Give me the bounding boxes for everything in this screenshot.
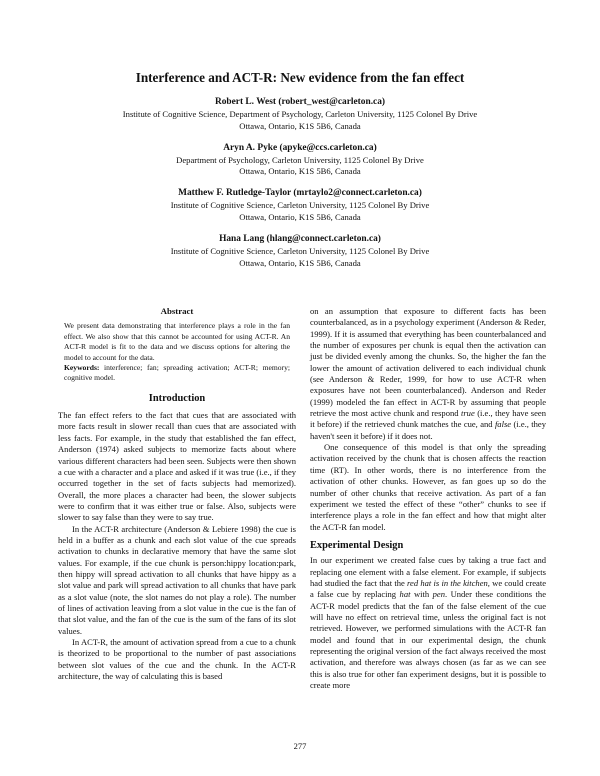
right-column bbox=[310, 306, 546, 691]
abstract-text: We present data demonstrating that interference plays a role in the fan effect. We also show that this cannot be accounted for using ACT-R. An ACT-R model is fit to the data and we discuss options for altering the model to account for the data. bbox=[64, 321, 290, 362]
author-entry bbox=[60, 233, 540, 269]
abstract-heading: Abstract bbox=[160, 306, 194, 316]
intro-paragraph-1: The fan effect refers to the fact that cues that are associated with more facts result in slower recall than cues that are associated with less facts. For example, in the study that established the fan effect, Anderson (1974) asked subjects to memorize facts about where various different characters had been seen. Subjects were then shown a cue with a character and a place and asked if it was true (i.e., if they occurred together in the set of facts subjects had memorized). Overall, the more places a character had been, the slower subjects were to confirm that it was either true or false. Also, subjects were slower to say false than they were to say true. bbox=[58, 410, 297, 523]
author-name: Matthew F. Rutledge-Taylor (mrtaylo2@connect.carleton.ca) bbox=[178, 188, 422, 199]
intro-paragraph-3: In ACT-R, the amount of activation spread from a cue to a chunk is theorized to be proportional to the number of past associations between slot values of the cue and the chunk. In the ACT-R architecture, the way of calculating this is based bbox=[58, 637, 296, 682]
author-address: Ottawa, Ontario, K1S 5B6, Canada bbox=[239, 211, 361, 222]
emphasis-false: false bbox=[494, 419, 512, 430]
text-run: , we could create a false cue by replacing bbox=[310, 577, 546, 600]
emphasis: red hat is in the kitchen bbox=[407, 577, 488, 588]
author-name: Aryn A. Pyke (apyke@ccs.carleton.ca) bbox=[223, 142, 377, 153]
text-run: with bbox=[410, 589, 433, 600]
intro-paragraph-4 bbox=[310, 306, 546, 442]
design-paragraph bbox=[310, 555, 546, 691]
text-run: on an assumption that exposure to different facts has been counterbalanced, as in a psychology experiment (Anderson & Reder, 1999). If it is assumed that everything has been counterbalanced and the number of exposures per chunk is equal then the activation can just be divided evenly among the chunks. So, the higher the fan the lower the amount of activation delivered to each individual chunk (see Anderson & Reder, 1999, for how to use ACT-R when exposures have not been counterbalanced). Anderson and Reder (1999) modeled the fan effect in ACT-R by assuming that people retrieve the most active chunk and respond bbox=[310, 306, 546, 419]
author-address: Ottawa, Ontario, K1S 5B6, Canada bbox=[239, 257, 361, 268]
section-heading-introduction: Introduction bbox=[148, 392, 206, 404]
author-address: Ottawa, Ontario, K1S 5B6, Canada bbox=[239, 120, 361, 131]
text-run: In our experiment we created false cues by taking a true fact and replacing one element with a false element. For example, if subjects had studied the fact that the bbox=[310, 555, 546, 588]
author-affiliation: Institute of Cognitive Science, Carleton University, 1125 Colonel By Drive bbox=[170, 200, 430, 211]
section-heading-experimental-design: Experimental Design bbox=[310, 539, 404, 551]
emphasis-true: true bbox=[460, 408, 475, 419]
keywords-text: interference; fan; spreading activation; ACT-R; memory; cognitive model. bbox=[64, 362, 290, 383]
author-name: Hana Lang (hlang@connect.carleton.ca) bbox=[219, 234, 381, 245]
author-name: Robert L. West (robert_west@carleton.ca) bbox=[214, 97, 386, 107]
text-run: (i.e., they haven't seen it before) if it does not. bbox=[310, 419, 546, 441]
left-column bbox=[58, 306, 296, 682]
author-affiliation: Institute of Cognitive Science, Carleton University, 1125 Colonel By Drive bbox=[170, 246, 430, 257]
author-affiliation: Institute of Cognitive Science, Department of Psychology, Carleton University, 1125 Colonel By Drive bbox=[122, 109, 478, 119]
author-affiliation: Department of Psychology, Carleton University, 1125 Colonel By Drive bbox=[176, 154, 424, 165]
author-entry bbox=[60, 96, 540, 132]
keywords bbox=[58, 363, 296, 384]
intro-paragraph-2: In the ACT-R architecture (Anderson & Lebiere 1998) the cue is held in a buffer as a chunk and each slot value of the cue spreads activation to chunks in declarative memory that have the same slot values. For example, if the cue chunk is person:hippy location:park, then hippy will spread activation to all chunks that have hippy as a slot value and park will spread activation to all chunks that have park as a slot value (note, the slot names do not play a role). The number of lines of activation leaving from a slot value in the cue is the fan of that slot value, and the fan of the cue is the sum of the fans of its slot values. bbox=[58, 523, 296, 636]
emphasis: hat bbox=[399, 589, 411, 600]
author-entry bbox=[60, 142, 540, 178]
intro-paragraph-5: One consequence of this model is that only the spreading activation received by the chunk that is chosen affects the reaction time (RT). In other words, there is no interference from the activation of other chunks. However, as fan goes up so do the number of other chunks that receive activation. As part of a fan experiment we tested the effect of these “other” chunks to see if interference plays a role in the fan effect and how that might alter the ACT-R fan model. bbox=[310, 442, 546, 532]
author-address: Ottawa, Ontario, K1S 5B6, Canada bbox=[239, 166, 361, 177]
author-entry bbox=[60, 187, 540, 223]
page-number: 277 bbox=[293, 741, 307, 751]
paper-title: Interference and ACT-R: New evidence from the fan effect bbox=[135, 70, 465, 85]
text-run: (i.e., they have seen it before) if the retrieved chunk matches the cue, and bbox=[310, 408, 546, 430]
keywords-label: Keywords: bbox=[64, 362, 100, 372]
author-block bbox=[60, 96, 540, 279]
text-run: . Under these conditions the ACT-R model predicts that the fan of the false element of the cue will have no effect on retrieval time, unless the original fact is not retrieved. However, we performed simulations with the ACT-R fan model and found that in our experimental design, the chunk representing the original version of the fact always received the most activation, and therefore was always chosen (as far as we can see this is also true for other fan experiment designs, but it is possible to create more bbox=[310, 589, 546, 690]
emphasis: pen bbox=[432, 589, 445, 600]
